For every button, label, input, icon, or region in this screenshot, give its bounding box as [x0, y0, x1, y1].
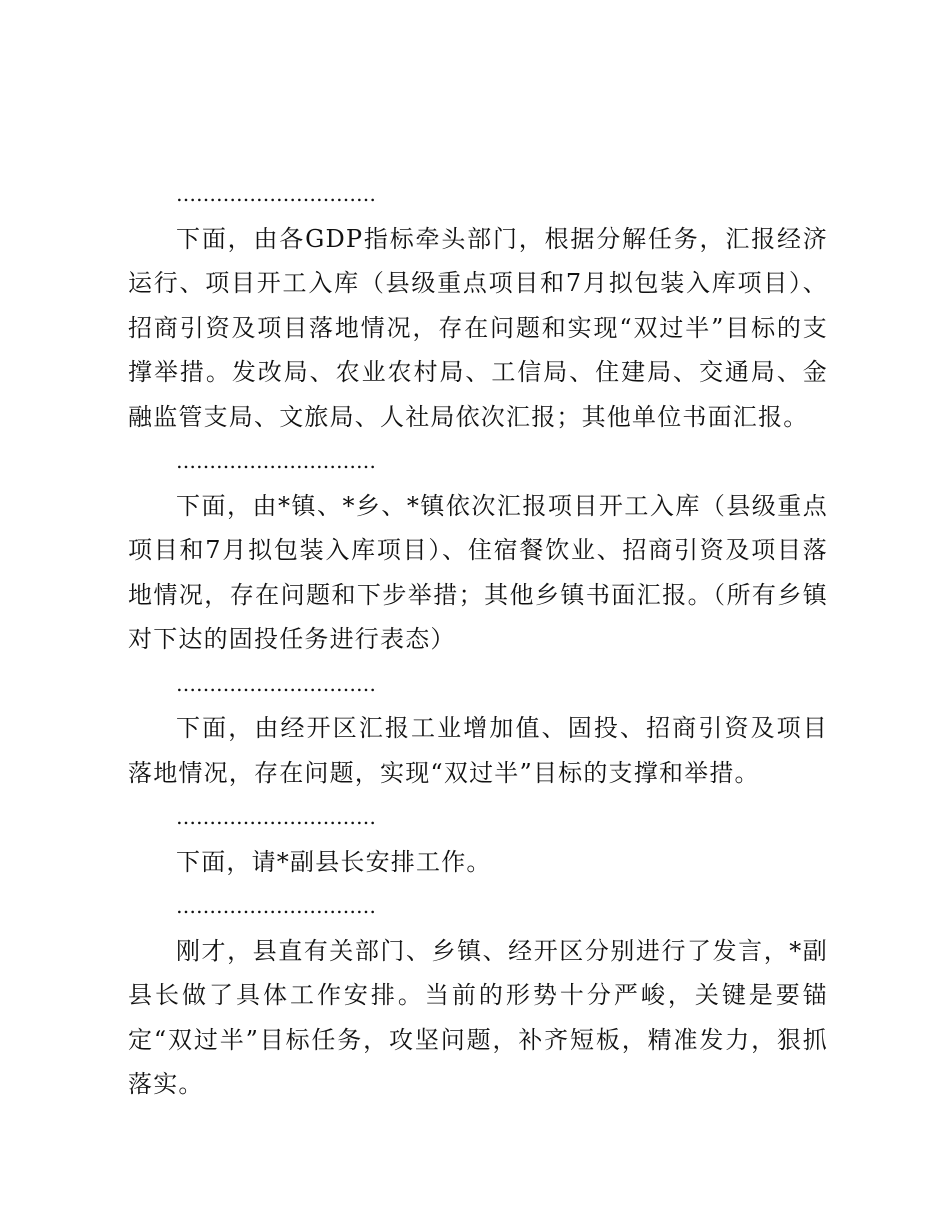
paragraph-development-zone-report: 下面，由经开区汇报工业增加值、固投、招商引资及项目落地情况，存在问题，实现“双过半”目标的支撑和举措。: [128, 714, 828, 787]
paragraph-summary: 刚才，县直有关部门、乡镇、经开区分别进行了发言，*副县长做了具体工作安排。当前的形势十分严峻，关键是要锚定“双过半”目标任务，攻坚问题，补齐短板，精准发力，狠抓落实。: [128, 936, 828, 1098]
ellipsis-separator: …………………………: [176, 182, 376, 206]
document-body: [128, 172, 828, 1107]
ellipsis-separator: …………………………: [176, 449, 376, 473]
ellipsis-separator: …………………………: [176, 671, 376, 696]
paragraph-townships-report: 下面，由*镇、*乡、*镇依次汇报项目开工入库（县级重点项目和7月拟包装入库项目）、住宿餐饮业、招商引资及项目落地情况，存在问题和下步举措；其他乡镇书面汇报。（所有乡镇对下达的固投任务进行表态）: [128, 491, 828, 653]
paragraph-deputy-county-head: 下面，请*副县长安排工作。: [176, 847, 492, 876]
ellipsis-separator: …………………………: [176, 894, 376, 918]
paragraph-gdp-departments-report: 下面，由各GDP指标牵头部门，根据分解任务，汇报经济运行、项目开工入库（县级重点项目和7月拟包装入库项目）、招商引资及项目落地情况，存在问题和实现“双过半”目标的支撑举措。发改局、农业农村局、工信局、住建局、交通局、金融监管支局、文旅局、人社局依次汇报；其他单位书面汇报。: [128, 224, 828, 431]
ellipsis-separator: …………………………: [176, 805, 376, 829]
